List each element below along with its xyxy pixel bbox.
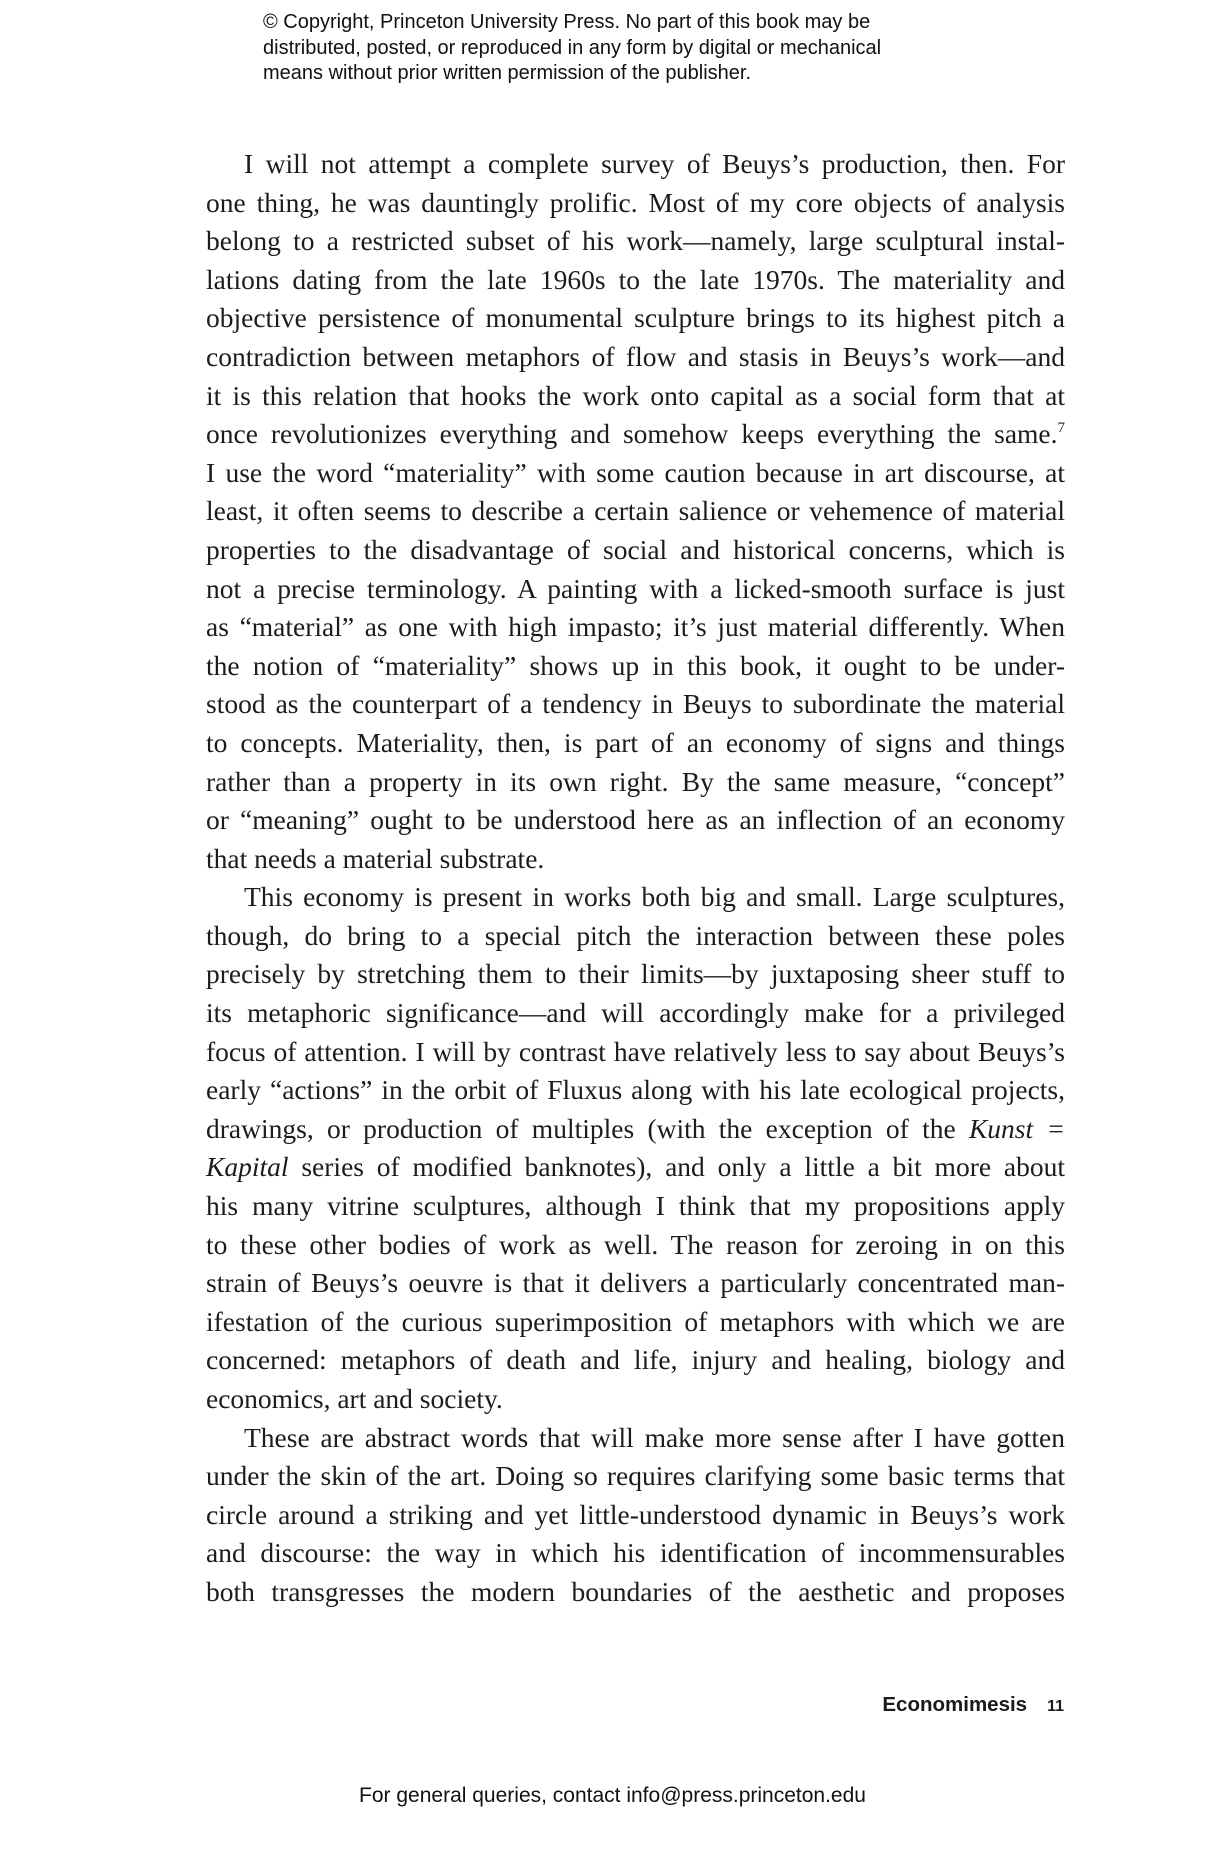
copyright-line: means without prior written permission of the publisher. [263, 62, 752, 84]
text-line: not a precise terminology. A painting with a licked-smooth surface is just [206, 572, 1065, 604]
body-text [206, 145, 1065, 1612]
text-segment: once revolutionizes everything and somehow keeps everything the same. [206, 418, 1058, 450]
text-line: contradiction between metaphors of flow and stasis in Beuys’s work—and [206, 340, 1065, 372]
text-line: under the skin of the art. Doing so requires clarifying some basic terms that [206, 1460, 1065, 1492]
text-line: circle around a striking and yet little-understood dynamic in Beuys’s work [206, 1498, 1065, 1530]
text-line: early “actions” in the orbit of Fluxus along with his late ecological projects, [206, 1074, 1065, 1106]
text-line: This economy is present in works both big and small. Large sculptures, [244, 881, 1065, 913]
contact-footer: For general queries, contact info@press.princeton.edu [359, 1784, 866, 1807]
text-line: to these other bodies of work as well. The reason for zeroing in on this [206, 1228, 1065, 1260]
chapter-title: Economimesis [882, 1693, 1028, 1716]
text-line: precisely by stretching them to their limits—by juxtaposing sheer stuff to [206, 958, 1065, 990]
text-line: the notion of “materiality” shows up in this book, it ought to be under- [206, 649, 1065, 681]
artwork-title: Kapital [206, 1151, 289, 1183]
paragraph-1 [206, 145, 1065, 878]
text-line: concerned: metaphors of death and life, injury and healing, biology and [206, 1344, 1065, 1376]
artwork-title: Kunst = [968, 1112, 1066, 1144]
text-line: both transgresses the modern boundaries of the aesthetic and proposes [206, 1575, 1065, 1607]
text-line: or “meaning” ought to be understood here as an inflection of an economy [206, 804, 1065, 836]
text-line: focus of attention. I will by contrast have relatively less to say about Beuys’s [206, 1035, 1065, 1067]
copyright-line: distributed, posted, or reproduced in any form by digital or mechanical [263, 36, 882, 59]
copyright-notice [263, 10, 983, 87]
text-line: one thing, he was dauntingly prolific. Most of my core objects of analysis [206, 186, 1065, 218]
text-line: his many vitrine sculptures, although I think that my propositions apply [206, 1190, 1065, 1222]
text-line: ifestation of the curious superimposition of metaphors with which we are [206, 1305, 1065, 1337]
text-line: least, it often seems to describe a certain salience or vehemence of material [206, 495, 1065, 527]
text-line: stood as the counterpart of a tendency in Beuys to subordinate the material [206, 688, 1065, 720]
text-line [206, 1110, 1065, 1149]
running-footer [882, 1693, 1064, 1717]
text-line [206, 1148, 1065, 1187]
text-segment: series of modified banknotes), and only a little a bit more about [288, 1151, 1065, 1183]
text-line: properties to the disadvantage of social and historical concerns, which is [206, 533, 1065, 565]
text-line: it is this relation that hooks the work onto capital as a social form that at [206, 379, 1065, 411]
paragraph-3 [206, 1419, 1065, 1612]
text-line: These are abstract words that will make more sense after I have gotten [244, 1421, 1065, 1453]
text-line: rather than a property in its own right. By the same measure, “concept” [206, 765, 1065, 797]
text-line: as “material” as one with high impasto; it’s just material differently. When [206, 611, 1065, 643]
text-line: and discourse: the way in which his identification of incommensurables [206, 1537, 1065, 1569]
text-line: I use the word “materiality” with some caution because in art discourse, at [206, 456, 1065, 488]
text-line: its metaphoric significance—and will accordingly make for a privileged [206, 997, 1065, 1029]
text-line: to concepts. Materiality, then, is part of an economy of signs and things [206, 726, 1065, 758]
text-line: strain of Beuys’s oeuvre is that it delivers a particularly concentrated man- [206, 1267, 1065, 1299]
text-line: economics, art and society. [206, 1383, 503, 1414]
text-line: though, do bring to a special pitch the interaction between these poles [206, 919, 1065, 951]
paragraph-2 [206, 878, 1065, 1418]
text-line: lations dating from the late 1960s to the late 1970s. The materiality and [206, 263, 1065, 295]
text-line: objective persistence of monumental sculpture brings to its highest pitch a [206, 302, 1065, 334]
text-line-with-footnote [206, 415, 1065, 454]
text-line: belong to a restricted subset of his work—namely, large sculptural instal- [206, 225, 1065, 257]
copyright-line: © Copyright, Princeton University Press. No part of this book may be [263, 11, 871, 33]
text-line: that needs a material substrate. [206, 842, 545, 874]
footnote-ref[interactable]: 7 [1057, 420, 1065, 437]
text-segment: drawings, or production of multiples (with the exception of the [206, 1112, 969, 1144]
page-number: 11 [1047, 1698, 1064, 1715]
text-line: I will not attempt a complete survey of Beuys’s production, then. For [244, 148, 1065, 179]
